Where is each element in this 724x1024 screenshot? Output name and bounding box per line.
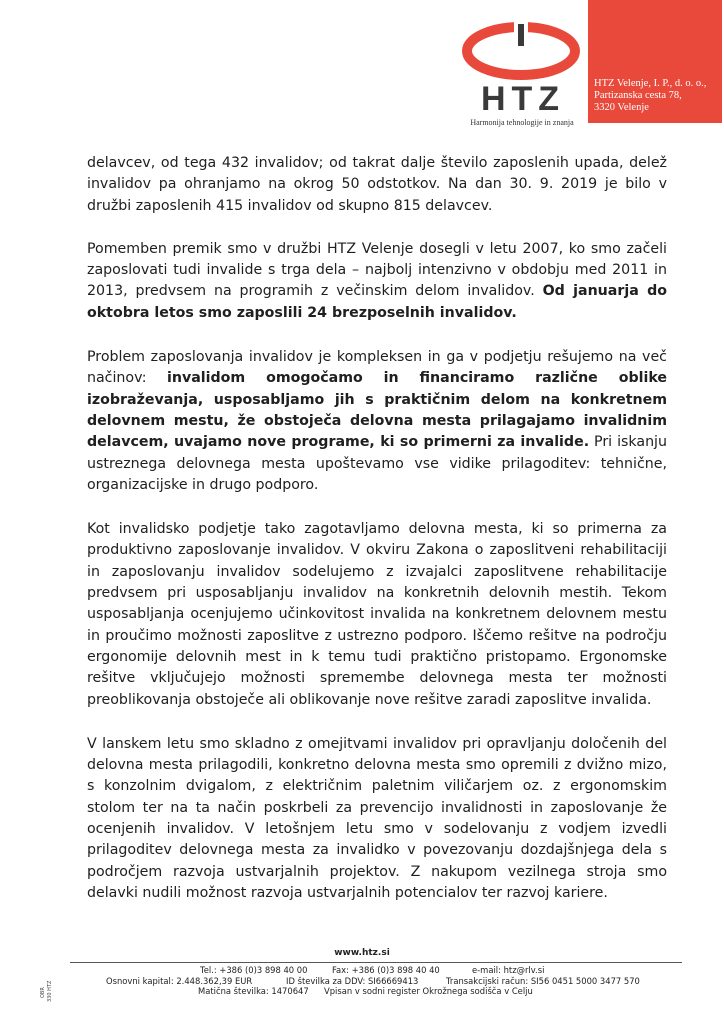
address-line: Partizanska cesta 78, — [594, 90, 682, 101]
form-code-mark — [38, 968, 56, 1008]
paragraph-3-bold: invalidom omogočamo in financiramo različne oblike izobraževanja, usposabljamo jih s praktičnim delom na konkretnem delovnem mestu, že obstoječa delovna mesta prilagajamo invalidnim delavcem, uvajamo nove programe, ki so primerni za invalide. — [87, 370, 667, 451]
footer-website: www.htz.si — [334, 948, 390, 958]
htz-ring-logo-icon — [462, 22, 580, 80]
footer-court: Vpisan v sodni register Okrožnega sodišča v Celju — [324, 986, 533, 997]
paragraph-2-bold: Od januarja do oktobra letos smo zaposlili 24 brezposelnih invalidov. — [87, 283, 667, 321]
footer-divider — [70, 962, 682, 963]
address-line: 3320 Velenje — [594, 102, 649, 113]
letter-body — [87, 153, 667, 927]
footer-company-info — [70, 965, 682, 997]
paragraph-4: Kot invalidsko podjetje tako zagotavljamo delovna mesta, ki so primerna za produktivno zaposlovanje invalidov. V okviru Zakona o zaposlitveni rehabilitaciji in zaposlovanju invalidov sodelujemo z izvajalci zaposlitvene rehabilitacije predvsem pri usposabljanju invalidov na konkretnih delovnih mestih. Tekom usposabljanja ocenjujemo učinkovitost invalida na konkretnem delovnem mestu in proučimo možnosti zaposlitve z ustrezno podporo. Iščemo rešitve na področju ergonomije delovnih mest in k temu tudi praktično pristopamo. Ergonomske rešitve vključujejo možnosti spremembe delovnega mesta ter možnosti preoblikovanja obstoječe ali oblikovanje nove rešitve zaradi zaposlitve invalida. — [87, 521, 667, 708]
footer-account: Transakcijski račun: SI56 0451 5000 3477 570 — [446, 975, 640, 986]
footer-line — [70, 965, 682, 976]
paragraph-3 — [87, 347, 667, 496]
form-code-line: OBR — [40, 987, 46, 998]
company-address-box — [588, 0, 722, 123]
paragraph-3-text: Problem zaposlovanja invalidov je kompleksen in ga v podjetju rešujemo na več načinov: — [87, 349, 667, 387]
paragraph-2-text: Pomemben premik smo v družbi HTZ Velenje dosegli v letu 2007, ko smo začeli zaposlovati tudi invalide s trga dela – najbolj intenzivno v obdobju med 2011 in 2013, predvsem na programih z večinskim delom invalidov. — [87, 240, 667, 300]
logo-tagline: Harmonija tehnologije in znanja — [470, 118, 574, 127]
footer-capital: Osnovni kapital: 2.448.362,39 EUR — [106, 975, 253, 986]
company-logo — [448, 22, 590, 132]
paragraph-2 — [87, 239, 667, 324]
footer-tel: Tel.: +386 (0)3 898 40 00 — [200, 965, 308, 975]
paragraph-3-tail: Pri iskanju ustreznega delovnega mesta upoštevamo vse vidike prilagoditev: tehnične, organizacijske in drugo podporo. — [87, 434, 667, 493]
form-code-line: 330 HTZ — [47, 980, 53, 1002]
address-line: HTZ Velenje, I. P., d. o. o., — [594, 78, 707, 89]
paragraph-1: delavcev, od tega 432 invalidov; od takrat dalje število zaposlenih upada, delež invalidov pa ohranjamo na okrog 50 odstotkov. Na dan 30. 9. 2019 je bilo v družbi zaposlenih 415 invalidov od skupno 815 delavcev. — [87, 155, 667, 214]
footer-reg-no: Matična številka: 1470647 — [198, 986, 309, 997]
footer-email: e-mail: htz@rlv.si — [472, 965, 545, 975]
footer-line — [70, 986, 682, 997]
company-address — [594, 78, 706, 114]
footer-fax: Fax: +386 (0)3 898 40 40 — [332, 965, 440, 975]
paragraph-5: V lanskem letu smo skladno z omejitvami invalidov pri opravljanju določenih del delovna mesta prilagodili, konkretno delovna mesta smo opremili z dvižno mizo, s konzolnim dvigalom, z električnim paletnim viličarjem oz. z ergonomskim stolom ter na ta način poskrbeli za prevencijo invalidnosti in zaposlovanje že ocenjenih invalidov. V letošnjem letu smo v sodelovanju z vodjem izvedli prilagoditev delovnega mesta za invalidko v povezovanju dozdajšnjega dela s področjem razvoja ustvarjalnih projektov. Z nakupom vezilnega stroja smo delavki nudili možnost razvoja ustvarjalnih potencialov ter razvoj kariere. — [87, 735, 667, 901]
footer-vat: ID številka za DDV: SI66669413 — [286, 975, 419, 986]
footer-line — [70, 976, 682, 987]
logo-wordmark: HTZ — [480, 80, 566, 118]
